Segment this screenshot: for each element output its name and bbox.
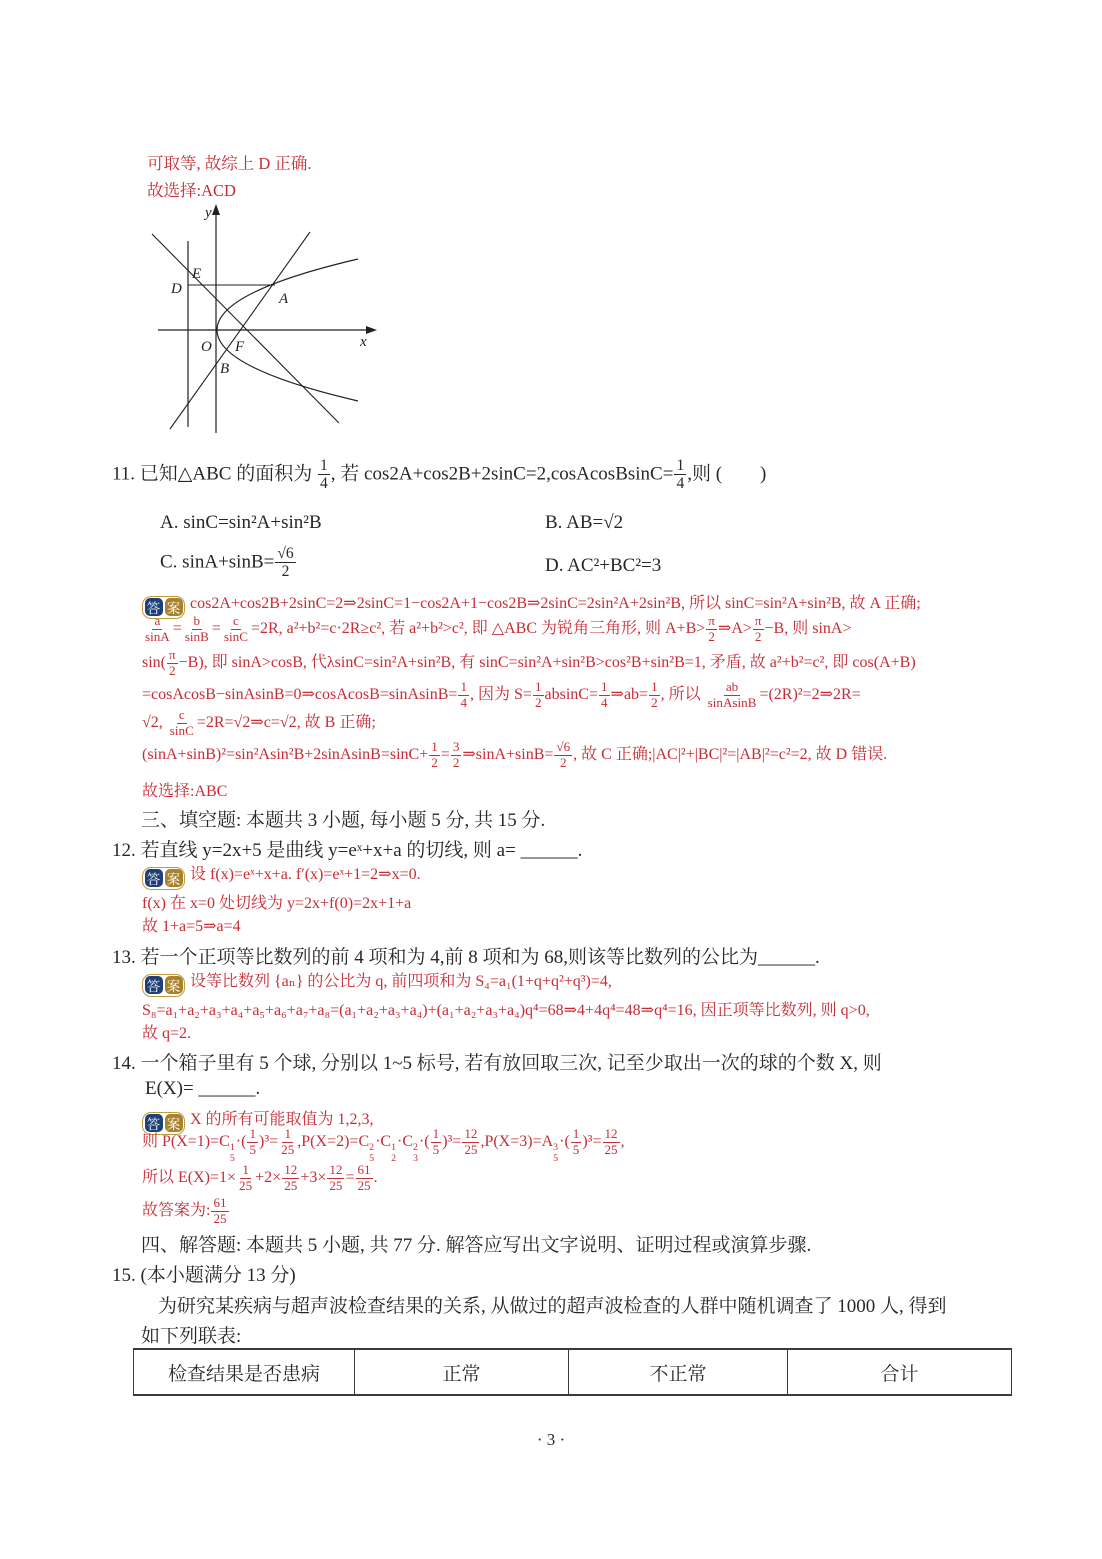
section-4-heading: 四、解答题: 本题共 5 小题, 共 77 分. 解答应写出文字说明、证明过程或演算步骤. bbox=[141, 1235, 812, 1256]
q11-option-c: C. sinA+sinB= $\frac{√6}{2}$ bbox=[160, 545, 294, 581]
q15-paragraph-1: 为研究某疾病与超声波检查结果的关系, 从做过的超声波检查的人群中随机调查了 1000 人, 得到 bbox=[158, 1296, 947, 1317]
q11-solution-line-5: √2, $\frac{c}{\sin C}$ =2R=√2⇒c=√2, 故 B 正确; bbox=[142, 707, 376, 738]
q14-solution-line-2: 则 P(X=1)=C 1 5 ·( $\frac{1}{5}$ )³= $\frac{1}{25}$ ,P(X=2)=C 2 5 ·C 1 2 ·C 2 3 ·( $\frac{1}{5}$ )³= $\frac{12}{25}$ ,P(X=3)=A 3 5 ·( $\frac{1}{5}$ )³= $\frac{12}{25}$ , bbox=[142, 1126, 625, 1164]
q13-solution-line-2: S₈=a₁+a₂+a₃+a₄+a₅+a₆+a₇+a₈=(a₁+a₂+a₃+a₄)+(a₁+a₂+a₃+a₄)q⁴=68⇒4+4q⁴=48⇒q⁴=16, 因正项等比数列, 则 q>0, bbox=[142, 1002, 870, 1019]
section-3-heading: 三、填空题: 本题共 3 小题, 每小题 5 分, 共 15 分. bbox=[141, 810, 546, 831]
badge-char-an: 案 bbox=[165, 869, 183, 887]
q12-solution-line-1 bbox=[142, 861, 421, 890]
q11-stem: 11. 已知△ABC 的面积为 $\frac{1}{4}$ , 若 cos2A+cos2B+2sinC=2,cosAcosBsinC= $\frac{1}{4}$ ,则 ( ) bbox=[112, 457, 767, 493]
page-number: · 3 · bbox=[536, 1430, 566, 1449]
solution-text: cos2A+cos2B+2sinC=2⇒2sinC=1−cos2A+1−cos2B⇒2sinC=2sin²A+2sin²B, 所以 sinC=sin²A+sin²B, 故 A 正确; bbox=[190, 595, 921, 612]
figure-label-y: y bbox=[205, 205, 212, 221]
q11-option-d: D. AC²+BC²=3 bbox=[545, 555, 662, 576]
parabola-figure bbox=[148, 203, 438, 435]
badge-char-da: 答 bbox=[145, 598, 163, 616]
q14-stem-line-2: E(X)= ______. bbox=[145, 1078, 261, 1099]
prev-answer-choice: 故选择:ACD bbox=[147, 181, 236, 200]
badge-char-da: 答 bbox=[145, 869, 163, 887]
table-header-cell: 合计 bbox=[788, 1349, 1012, 1395]
table-header-cell: 检查结果是否患病 bbox=[134, 1349, 355, 1395]
figure-label-A: A bbox=[279, 291, 289, 307]
q12-solution-line-2: f(x) 在 x=0 处切线为 y=2x+f(0)=2x+1+a bbox=[142, 895, 412, 912]
figure-label-O: O bbox=[201, 339, 212, 355]
q15-paragraph-2: 如下列联表: bbox=[141, 1326, 242, 1347]
figure-label-D: D bbox=[171, 281, 182, 297]
q11-solution-line-6: (sinA+sinB)²=sin²Asin²B+2sinAsinB=sinC+ $\frac{1}{2}$ = $\frac{3}{2}$ ⇒sinA+sinB= $\frac{√6}{2}$ , 故 C 正确;|AC|²+|BC|²=|AB|²=c²=2, 故 D 错误. bbox=[142, 739, 888, 770]
q11-solution-choice: 故选择:ABC bbox=[142, 783, 228, 800]
q11-option-b: B. AB=√2 bbox=[545, 512, 624, 533]
solution-text: X 的所有可能取值为 1,2,3, bbox=[190, 1111, 374, 1128]
q14-solution-line-4: 故答案为: $\frac{61}{25}$ bbox=[142, 1195, 227, 1226]
answer-badge bbox=[142, 867, 185, 890]
q12-stem: 12. 若直线 y=2x+5 是曲线 y=eˣ+x+a 的切线, 则 a= ______. bbox=[112, 840, 583, 861]
badge-char-an: 案 bbox=[165, 598, 183, 616]
figure-label-x: x bbox=[360, 334, 367, 350]
q11-solution-line-4: =cosAcosB−sinAsinB=0⇒cosAcosB=sinAsinB= $\frac{1}{4}$ , 因为 S= $\frac{1}{2}$ absinC= $\frac{1}{4}$ ⇒ab= $\frac{1}{2}$ , 所以 $\frac{ab}{\text{sinAsinB}}$ =(2R)²=2⇒2R= bbox=[142, 679, 861, 710]
answer-badge bbox=[142, 974, 185, 997]
badge-char-da: 答 bbox=[145, 976, 163, 994]
q13-solution-line-3: 故 q=2. bbox=[142, 1025, 192, 1042]
line-ef bbox=[152, 234, 339, 423]
q15-stem: 15. (本小题满分 13 分) bbox=[112, 1265, 296, 1286]
contingency-table bbox=[133, 1348, 1012, 1396]
badge-char-an: 案 bbox=[165, 1114, 183, 1132]
table-header-cell: 不正常 bbox=[569, 1349, 788, 1395]
q11-option-a: A. sinC=sin²A+sin²B bbox=[160, 512, 322, 533]
q13-stem: 13. 若一个正项等比数列的前 4 项和为 4,前 8 项和为 68,则该等比数列的公比为______. bbox=[112, 947, 820, 968]
q12-solution-line-3: 故 1+a=5⇒a=4 bbox=[142, 918, 241, 935]
x-axis-arrow bbox=[366, 326, 377, 334]
y-axis-arrow bbox=[212, 204, 220, 215]
badge-char-an: 案 bbox=[165, 976, 183, 994]
figure-label-B: B bbox=[220, 361, 230, 377]
q11-solution-line-3: sin( $\frac{\pi}{2}$ −B), 即 sinA>cosB, 代λsinC=sin²A+sin²B, 有 sinC=sin²A+sin²B>cos²B+sin²B=1, 矛盾, 故 a²+b²=c², 即 cos(A+B) bbox=[142, 647, 916, 678]
table-header-row bbox=[134, 1349, 1012, 1395]
q11-solution-line-2: $\frac{a}{\sin A}$ = $\frac{b}{\sin B}$ = $\frac{c}{\sin C}$ =2R, a²+b²=c·2R≥c², 若 a²+b²>c², 即 △ABC 为锐角三角形, 则 A+B> $\frac{\pi}{2}$ ⇒A> $\frac{\pi}{2}$ −B, 则 sinA> bbox=[145, 613, 852, 644]
q13-solution-line-1 bbox=[142, 968, 612, 997]
q14-stem-line-1: 14. 一个箱子里有 5 个球, 分别以 1~5 标号, 若有放回取三次, 记至少取出一次的球的个数 X, 则 bbox=[112, 1053, 882, 1074]
solution-text: 设等比数列 {aₙ} 的公比为 q, 前四项和为 S₄=a₁(1+q+q²+q³)=4, bbox=[190, 973, 612, 990]
badge-char-da: 答 bbox=[145, 1114, 163, 1132]
figure-label-F: F bbox=[235, 339, 245, 355]
prev-answer-line: 可取等, 故综上 D 正确. bbox=[147, 154, 312, 173]
table-header-cell: 正常 bbox=[355, 1349, 569, 1395]
figure-label-E: E bbox=[192, 266, 202, 282]
q14-solution-line-3: 所以 E(X)=1× $\frac{1}{25}$ +2× $\frac{12}{25}$ +3× $\frac{12}{25}$ = $\frac{61}{25}$ . bbox=[142, 1162, 378, 1193]
solution-text: 设 f(x)=eˣ+x+a. f′(x)=eˣ+1=2⇒x=0. bbox=[190, 866, 421, 883]
